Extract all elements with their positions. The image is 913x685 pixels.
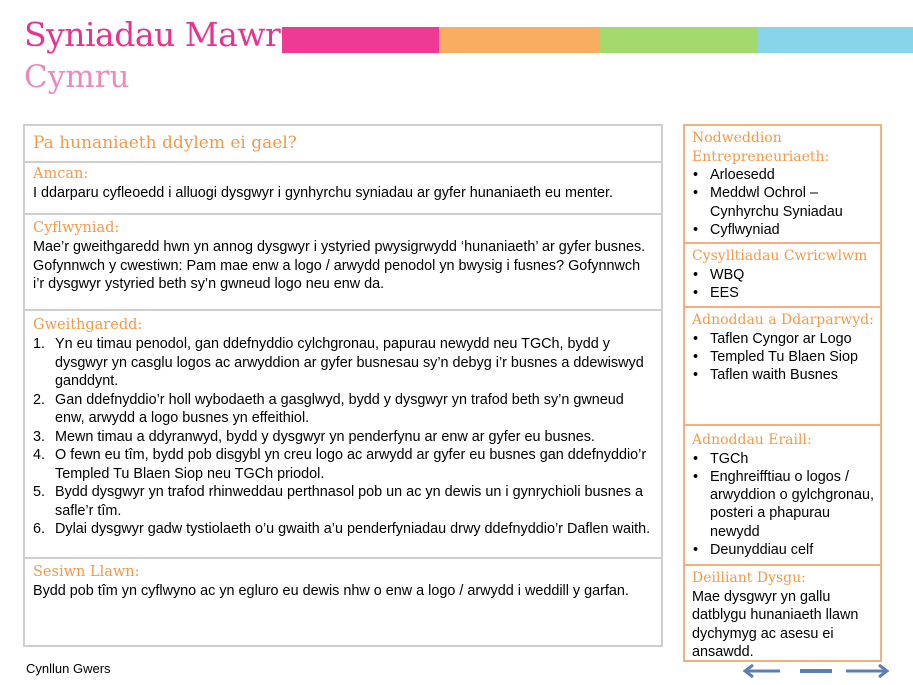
stripe-blue xyxy=(757,27,913,53)
adnoddau-list xyxy=(692,330,874,385)
cysylltiadau-heading: Cysylltiadau Cwricwlwm xyxy=(692,248,868,264)
list-item: 1. Yn eu timau penodol, gan ddefnyddio cylchgronau, papurau newydd neu TGCh, bydd y dysgwyr yn casglu logos ac arwyddion ar gyfer busnesau sy’n debyg i’r busnes a ddewiswyd ganddynt. xyxy=(33,336,644,389)
amcan-body: I ddarparu cyfleoedd i alluogi dysgwyr i gynhyrchu syniadau ar gyfer hunaniaeth eu menter. xyxy=(33,185,613,201)
list-item: • Cyflwyniad xyxy=(693,221,780,238)
list-item: • Deunyddiau celf xyxy=(693,541,814,558)
amcan-heading: Amcan: xyxy=(33,166,89,182)
list-item: 4. O fewn eu tîm, bydd pob disgybl yn creu logo ac arwydd ar gyfer eu busnes gan ddefnyddio’r Templed Tu Blaen Siop neu TGCh priodol. xyxy=(33,447,647,482)
sidebar-eraill xyxy=(685,426,880,566)
list-item: 3. Mewn timau a ddyranwyd, bydd y dysgwyr yn penderfynu ar enw ar gyfer eu busnes. xyxy=(33,428,595,445)
eraill-heading: Adnoddau Eraill: xyxy=(692,432,812,448)
brand-title: Syniadau Mawr xyxy=(24,15,281,54)
arrow-left-icon[interactable] xyxy=(745,665,780,677)
sidebar-cysylltiadau xyxy=(685,244,880,308)
stripe-orange xyxy=(439,27,600,53)
cysylltiadau-list xyxy=(692,266,874,303)
cyflwyniad-body: Mae’r gweithgaredd hwn yn annog dysgwyr i ystyried pwysigrwydd ‘hunaniaeth’ ar gyfer busnes. Gofynnwch y cwestiwn: Pam mae enw a logo / arwydd penodol yn bwysig i fusnes? Gofynnwch i’r dysgwyr ystyried beth sy’n gwneud logo neu enw da. xyxy=(33,239,646,292)
list-item: • Arloesedd xyxy=(693,167,775,183)
list-item: • Taflen waith Busnes xyxy=(693,367,838,384)
navigation-arrows xyxy=(742,661,892,681)
arrow-right-icon[interactable] xyxy=(846,665,887,677)
section-sesiwn-llawn xyxy=(25,559,661,605)
list-item: 6. Dylai dysgwyr gadw tystiolaeth o’u gwaith a’u penderfyniadau drwy ddefnyddio’r Daflen waith. xyxy=(33,521,651,537)
section-gweithgaredd xyxy=(25,311,661,559)
footer-label: Cynllun Gwers xyxy=(26,661,111,676)
list-item: • Templed Tu Blaen Siop xyxy=(693,348,858,365)
colour-stripes xyxy=(282,27,913,53)
list-item: 2. Gan ddefnyddio’r holl wybodaeth a gasglwyd, bydd y dysgwyr yn trafod beth sy’n gwneud enw, arwydd a logo busnes yn effeithiol. xyxy=(33,391,624,426)
sesiwn-heading: Sesiwn Llawn: xyxy=(33,564,140,580)
sidebar xyxy=(683,124,882,662)
section-cyflwyniad xyxy=(25,215,661,311)
sidebar-adnoddau xyxy=(685,308,880,426)
list-item: • EES xyxy=(693,284,739,301)
sesiwn-body: Bydd pob tîm yn cyflwyno ac yn egluro eu dewis nhw o enw a logo / arwydd i weddill y garfan. xyxy=(33,583,629,599)
sidebar-deilliant xyxy=(685,566,880,665)
lesson-title: Pa hunaniaeth ddylem ei gael? xyxy=(25,126,661,163)
stripe-pink xyxy=(282,27,439,53)
brand-subtitle: Cymru xyxy=(24,59,130,95)
list-item: • Meddwl Ochrol – Cynhyrchu Syniadau xyxy=(693,185,843,220)
deilliant-heading: Deilliant Dysgu: xyxy=(692,570,806,586)
list-item: 5. Bydd dysgwyr yn trafod rhinweddau perthnasol pob un ac yn dewis un i gynrychioli busnes a safle’r tîm. xyxy=(33,484,643,519)
deilliant-body: Mae dysgwyr yn gallu datblygu hunaniaeth llawn dychymyg ac asesu ei ansawdd. xyxy=(692,588,859,660)
sidebar-nodweddion xyxy=(685,126,880,244)
activity-list xyxy=(33,335,653,539)
nodweddion-list xyxy=(692,166,874,239)
list-item: • Taflen Cyngor ar Logo xyxy=(693,330,852,347)
list-item: • WBQ xyxy=(693,266,745,283)
lesson-box xyxy=(23,124,663,647)
cyflwyniad-heading: Cyflwyniad: xyxy=(33,220,120,236)
section-amcan xyxy=(25,163,661,215)
nodweddion-heading: Nodweddion Entrepreneuriaeth: xyxy=(692,130,830,165)
list-item: • TGCh xyxy=(693,450,749,467)
eraill-list xyxy=(692,450,874,560)
list-item: • Enghreifftiau o logos / arwyddion o gylchgronau, posteri a phapurau newydd xyxy=(693,468,874,540)
gweithgaredd-heading: Gweithgaredd: xyxy=(33,317,143,333)
stripe-green xyxy=(600,27,757,53)
adnoddau-heading: Adnoddau a Ddarparwyd: xyxy=(692,312,874,328)
